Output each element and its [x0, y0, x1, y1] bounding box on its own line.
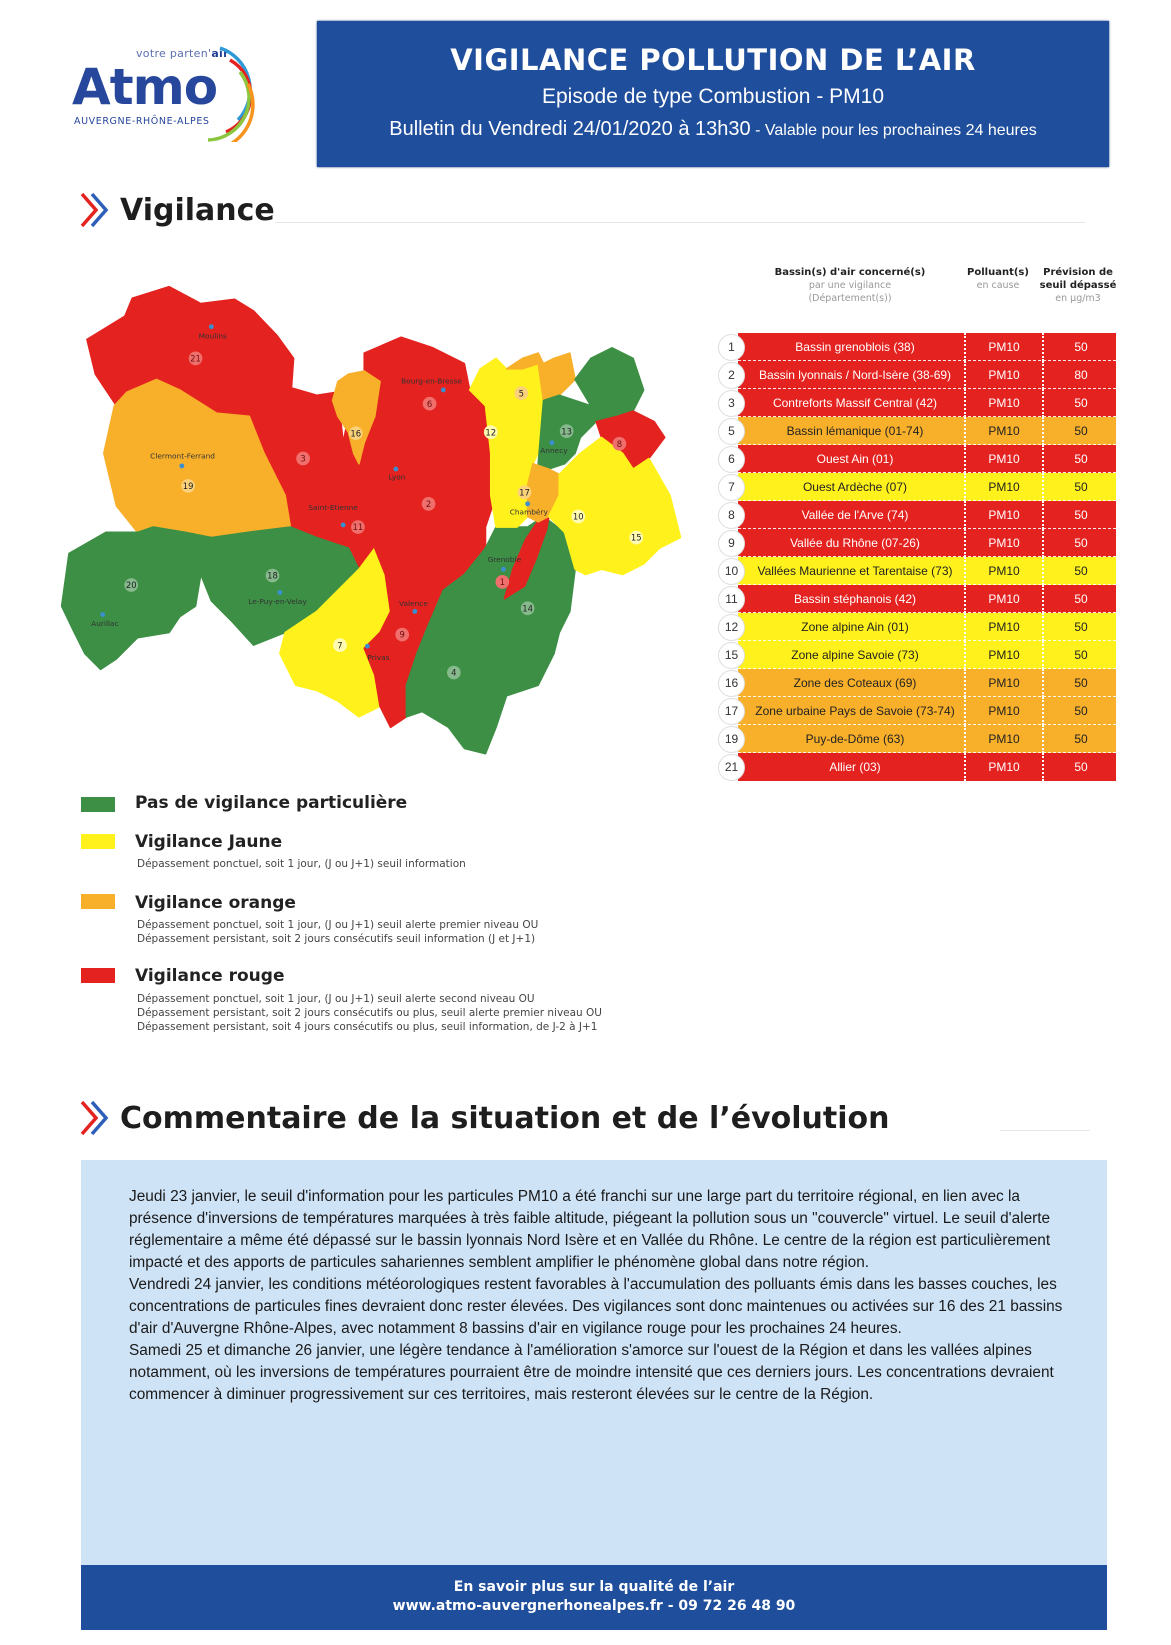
city-label: Le-Puy-en-Velay	[248, 597, 307, 607]
forecast-value: 50	[1042, 445, 1118, 473]
region-number: 3	[300, 453, 306, 464]
city-label: Chambéry	[509, 507, 548, 517]
basin-name: Bassin lémanique (01-74)	[786, 424, 924, 438]
forecast-value: 50	[1042, 389, 1118, 417]
basin-number-badge: 16	[718, 670, 745, 697]
region-number: 15	[630, 532, 642, 543]
basin-name: Bassin lyonnais / Nord-Isère (38-69)	[758, 368, 952, 382]
logo-wordmark: Atmo	[72, 58, 218, 116]
footer-contact-link[interactable]: www.atmo-auvergnerhonealpes.fr - 09 72 26 48 90	[392, 1598, 796, 1614]
forecast-value: 50	[1042, 753, 1118, 781]
table-row	[716, 501, 1116, 529]
city-label: Moulins	[198, 331, 227, 341]
pollutant: PM10	[964, 557, 1042, 585]
city-label: Saint-Etienne	[308, 503, 358, 513]
city-marker	[209, 324, 214, 329]
pollutant: PM10	[964, 585, 1042, 613]
column-header-forecast: Prévision de seuil dépassé en µg/m3	[1039, 267, 1117, 304]
basin-name: Vallées Maurienne et Tarentaise (73)	[757, 564, 953, 578]
legend-swatch-orange	[81, 894, 115, 909]
pollutant: PM10	[964, 501, 1042, 529]
column-header-basin: Bassin(s) d'air concerné(s) par une vigilance (Département(s))	[774, 267, 926, 304]
validity-note: - Valable pour les prochaines 24 heures	[750, 122, 1037, 139]
basin-name: Contreforts Massif Central (42)	[772, 396, 938, 410]
table-row	[716, 529, 1116, 557]
basin-number-badge: 17	[718, 698, 745, 725]
pollutant: PM10	[964, 473, 1042, 501]
pollutant: PM10	[964, 361, 1042, 389]
basin-number-badge: 5	[718, 418, 745, 445]
double-chevron-icon	[78, 190, 112, 230]
map-region-20	[62, 527, 212, 669]
region-number: 8	[616, 438, 623, 449]
region-number: 11	[352, 522, 364, 533]
forecast-value: 50	[1042, 501, 1118, 529]
table-row	[716, 753, 1116, 781]
basin-name: Zone urbaine Pays de Savoie (73-74)	[755, 704, 955, 718]
forecast-value: 50	[1042, 557, 1118, 585]
region-number: 17	[519, 487, 530, 498]
city-marker	[277, 590, 282, 595]
basin-number-badge: 2	[718, 362, 745, 389]
region-number: 16	[350, 428, 362, 439]
pollutant: PM10	[964, 669, 1042, 697]
city-marker	[341, 523, 346, 528]
city-marker	[179, 463, 184, 468]
city-label: Annecy	[540, 446, 568, 456]
double-chevron-icon	[78, 1098, 112, 1138]
city-label: Aurillac	[91, 619, 119, 629]
divider	[275, 222, 1085, 223]
forecast-value: 50	[1042, 697, 1118, 725]
city-marker	[441, 388, 446, 393]
logo-arcs-icon	[200, 42, 280, 142]
basin-number-badge: 19	[718, 726, 745, 753]
region-number: 6	[426, 398, 433, 409]
forecast-value: 50	[1042, 725, 1118, 753]
basin-number-badge: 9	[718, 530, 745, 557]
table-row	[716, 417, 1116, 445]
pollutant: PM10	[964, 389, 1042, 417]
pollutant: PM10	[964, 529, 1042, 557]
region-number: 20	[125, 580, 137, 591]
legend-swatch-red	[81, 968, 115, 983]
table-row	[716, 641, 1116, 669]
divider	[1000, 1130, 1090, 1131]
table-row	[716, 333, 1116, 361]
basin-name: Bassin stéphanois (42)	[793, 592, 917, 606]
basin-number-badge: 15	[718, 642, 745, 669]
city-label: Grenoble	[487, 554, 522, 564]
table-row	[716, 613, 1116, 641]
logo-region: AUVERGNE-RHÔNE-ALPES	[74, 116, 210, 127]
basin-number-badge: 7	[718, 474, 745, 501]
basin-name: Allier (03)	[829, 760, 881, 774]
atmo-logo	[70, 42, 270, 142]
forecast-value: 80	[1042, 361, 1118, 389]
region-number: 13	[561, 426, 573, 437]
basin-name: Zone alpine Savoie (73)	[791, 648, 919, 662]
basin-number-badge: 1	[718, 334, 745, 361]
legend-desc-yellow: Dépassement ponctuel, soit 1 jour, (J ou J+1) seuil information	[137, 858, 466, 870]
pollutant: PM10	[964, 753, 1042, 781]
column-header-pollutant: Polluant(s) en cause	[967, 267, 1029, 291]
city-marker	[365, 644, 370, 649]
region-number: 10	[572, 511, 584, 522]
table-row	[716, 725, 1116, 753]
pollutant: PM10	[964, 697, 1042, 725]
pollutant: PM10	[964, 333, 1042, 361]
table-row	[716, 445, 1116, 473]
basin-name: Zone alpine Ain (01)	[801, 620, 909, 634]
pollutant: PM10	[964, 417, 1042, 445]
table-row	[716, 585, 1116, 613]
region-number: 7	[337, 640, 343, 651]
pollutant: PM10	[964, 445, 1042, 473]
table-row	[716, 557, 1116, 585]
footer-more-info: En savoir plus sur la qualité de l’air	[453, 1579, 735, 1595]
episode-subtitle: Episode de type Combustion - PM10	[541, 85, 885, 108]
basin-name: Zone des Coteaux (69)	[793, 676, 917, 690]
city-label: Bourg-en-Bresse	[401, 376, 462, 386]
legend-swatch-yellow	[81, 834, 115, 849]
basin-number-badge: 21	[718, 754, 745, 781]
basin-number-badge: 8	[718, 502, 745, 529]
footer-banner	[81, 1565, 1107, 1630]
forecast-value: 50	[1042, 473, 1118, 501]
vigilance-map	[53, 274, 686, 759]
table-row	[716, 669, 1116, 697]
basin-number-badge: 10	[718, 558, 745, 585]
region-number: 19	[182, 481, 194, 492]
region-number: 5	[518, 388, 525, 399]
region-number: 9	[399, 629, 405, 640]
legend-swatch-green	[81, 797, 115, 812]
basin-name: Puy-de-Dôme (63)	[805, 732, 905, 746]
pollutant: PM10	[964, 725, 1042, 753]
city-marker	[412, 609, 417, 614]
forecast-value: 50	[1042, 417, 1118, 445]
city-marker	[100, 612, 105, 617]
comment-box	[81, 1160, 1107, 1630]
region-number: 12	[485, 427, 497, 438]
legend-title-orange: Vigilance orange	[135, 893, 296, 913]
vigilance-table	[716, 333, 1116, 781]
header-banner	[317, 21, 1109, 167]
city-marker	[393, 467, 398, 472]
section-heading-vigilance: Vigilance	[78, 190, 275, 230]
forecast-value: 50	[1042, 333, 1118, 361]
region-number: 2	[425, 499, 432, 510]
basin-name: Vallée de l'Arve (74)	[801, 508, 909, 522]
logo-tagline: votre parten'air	[136, 47, 229, 60]
page-title: VIGILANCE POLLUTION DE L’AIR	[450, 43, 976, 77]
pollutant: PM10	[964, 613, 1042, 641]
table-row	[716, 697, 1116, 725]
pollutant: PM10	[964, 641, 1042, 669]
region-number: 4	[451, 667, 457, 678]
legend-title-red: Vigilance rouge	[135, 966, 285, 986]
section-heading-comment: Commentaire de la situation et de l’évolution	[78, 1098, 889, 1138]
basin-name: Bassin grenoblois (38)	[795, 340, 915, 354]
legend-desc-red: Dépassement ponctuel, soit 1 jour, (J ou J+1) seuil alerte second niveau OU Dépassement persistant, soit 2 jours consécutifs ou plus, seuil alerte premier niveau OU Dépassement persistant, soit 4 jours consécutifs ou plus, seuil information, de J-2 à J+1	[137, 993, 602, 1033]
bulletin-date: Bulletin du Vendredi 24/01/2020 à 13h30 - Valable pour les prochaines 24 heures	[389, 118, 1037, 140]
forecast-value: 50	[1042, 529, 1118, 557]
forecast-value: 50	[1042, 613, 1118, 641]
table-row	[716, 473, 1116, 501]
region-number: 18	[267, 570, 278, 581]
city-label: Clermont-Ferrand	[150, 451, 215, 461]
city-label: Valence	[399, 599, 428, 609]
comment-text: Jeudi 23 janvier, le seuil d'information pour les particules PM10 a été franchi sur une large part du territoire régional, en lien avec la présence d'inversions de températures marquées à très faible altitude, piégeant la pollution sous un "couvercle" virtuel. Le seuil d'alerte réglementaire a même été dépassé sur le bassin lyonnais Nord Isère et en Vallée du Rhône. Le centre de la région est particulièrement impacté et des apports de particules sahariennes semblent amplifier le phénomène global dans notre région. Vendredi 24 janvier, les conditions météorologiques restent favorables à l'accumulation des polluants émis dans les basses couches, les concentrations de particules fines devraient donc rester élevées. Des vigilances sont donc maintenues ou activées sur 16 des 21 bassins d'air d'Auvergne Rhône-Alpes, avec notamment 8 bassins d'air en vigilance rouge pour les prochaines 24 heures. Samedi 25 et dimanche 26 janvier, une légère tendance à l'amélioration s'amorce sur l'ouest de la Région et dans les vallées alpines notamment, où les inversions de températures pourraient être de moindre intensité que ces derniers jours. Les concentrations devraient commencer à diminuer progressivement sur ces territoires, mais resteront élevées sur le centre de la Région.	[129, 1188, 1063, 1403]
city-label: Privas	[367, 652, 390, 662]
basin-name: Ouest Ardèche (07)	[802, 480, 908, 494]
legend-title-yellow: Vigilance Jaune	[135, 832, 283, 852]
table-row	[716, 361, 1116, 389]
basin-number-badge: 12	[718, 614, 745, 641]
forecast-value: 50	[1042, 669, 1118, 697]
legend-title-green: Pas de vigilance particulière	[135, 793, 408, 813]
city-label: Lyon	[388, 472, 406, 482]
region-number: 21	[190, 353, 201, 364]
city-marker	[549, 440, 554, 445]
basin-name: Vallée du Rhône (07-26)	[790, 536, 920, 550]
basin-number-badge: 3	[718, 390, 745, 417]
region-number: 14	[522, 603, 534, 614]
basin-number-badge: 11	[718, 586, 745, 613]
city-marker	[501, 567, 506, 572]
forecast-value: 50	[1042, 585, 1118, 613]
basin-number-badge: 6	[718, 446, 745, 473]
region-number: 1	[499, 577, 506, 588]
basin-name: Ouest Ain (01)	[816, 452, 894, 466]
forecast-value: 50	[1042, 641, 1118, 669]
city-marker	[525, 501, 530, 506]
table-row	[716, 389, 1116, 417]
legend-desc-orange: Dépassement ponctuel, soit 1 jour, (J ou J+1) seuil alerte premier niveau OU Dépassement persistant, soit 2 jours consécutifs seuil information (J et J+1)	[137, 919, 539, 945]
